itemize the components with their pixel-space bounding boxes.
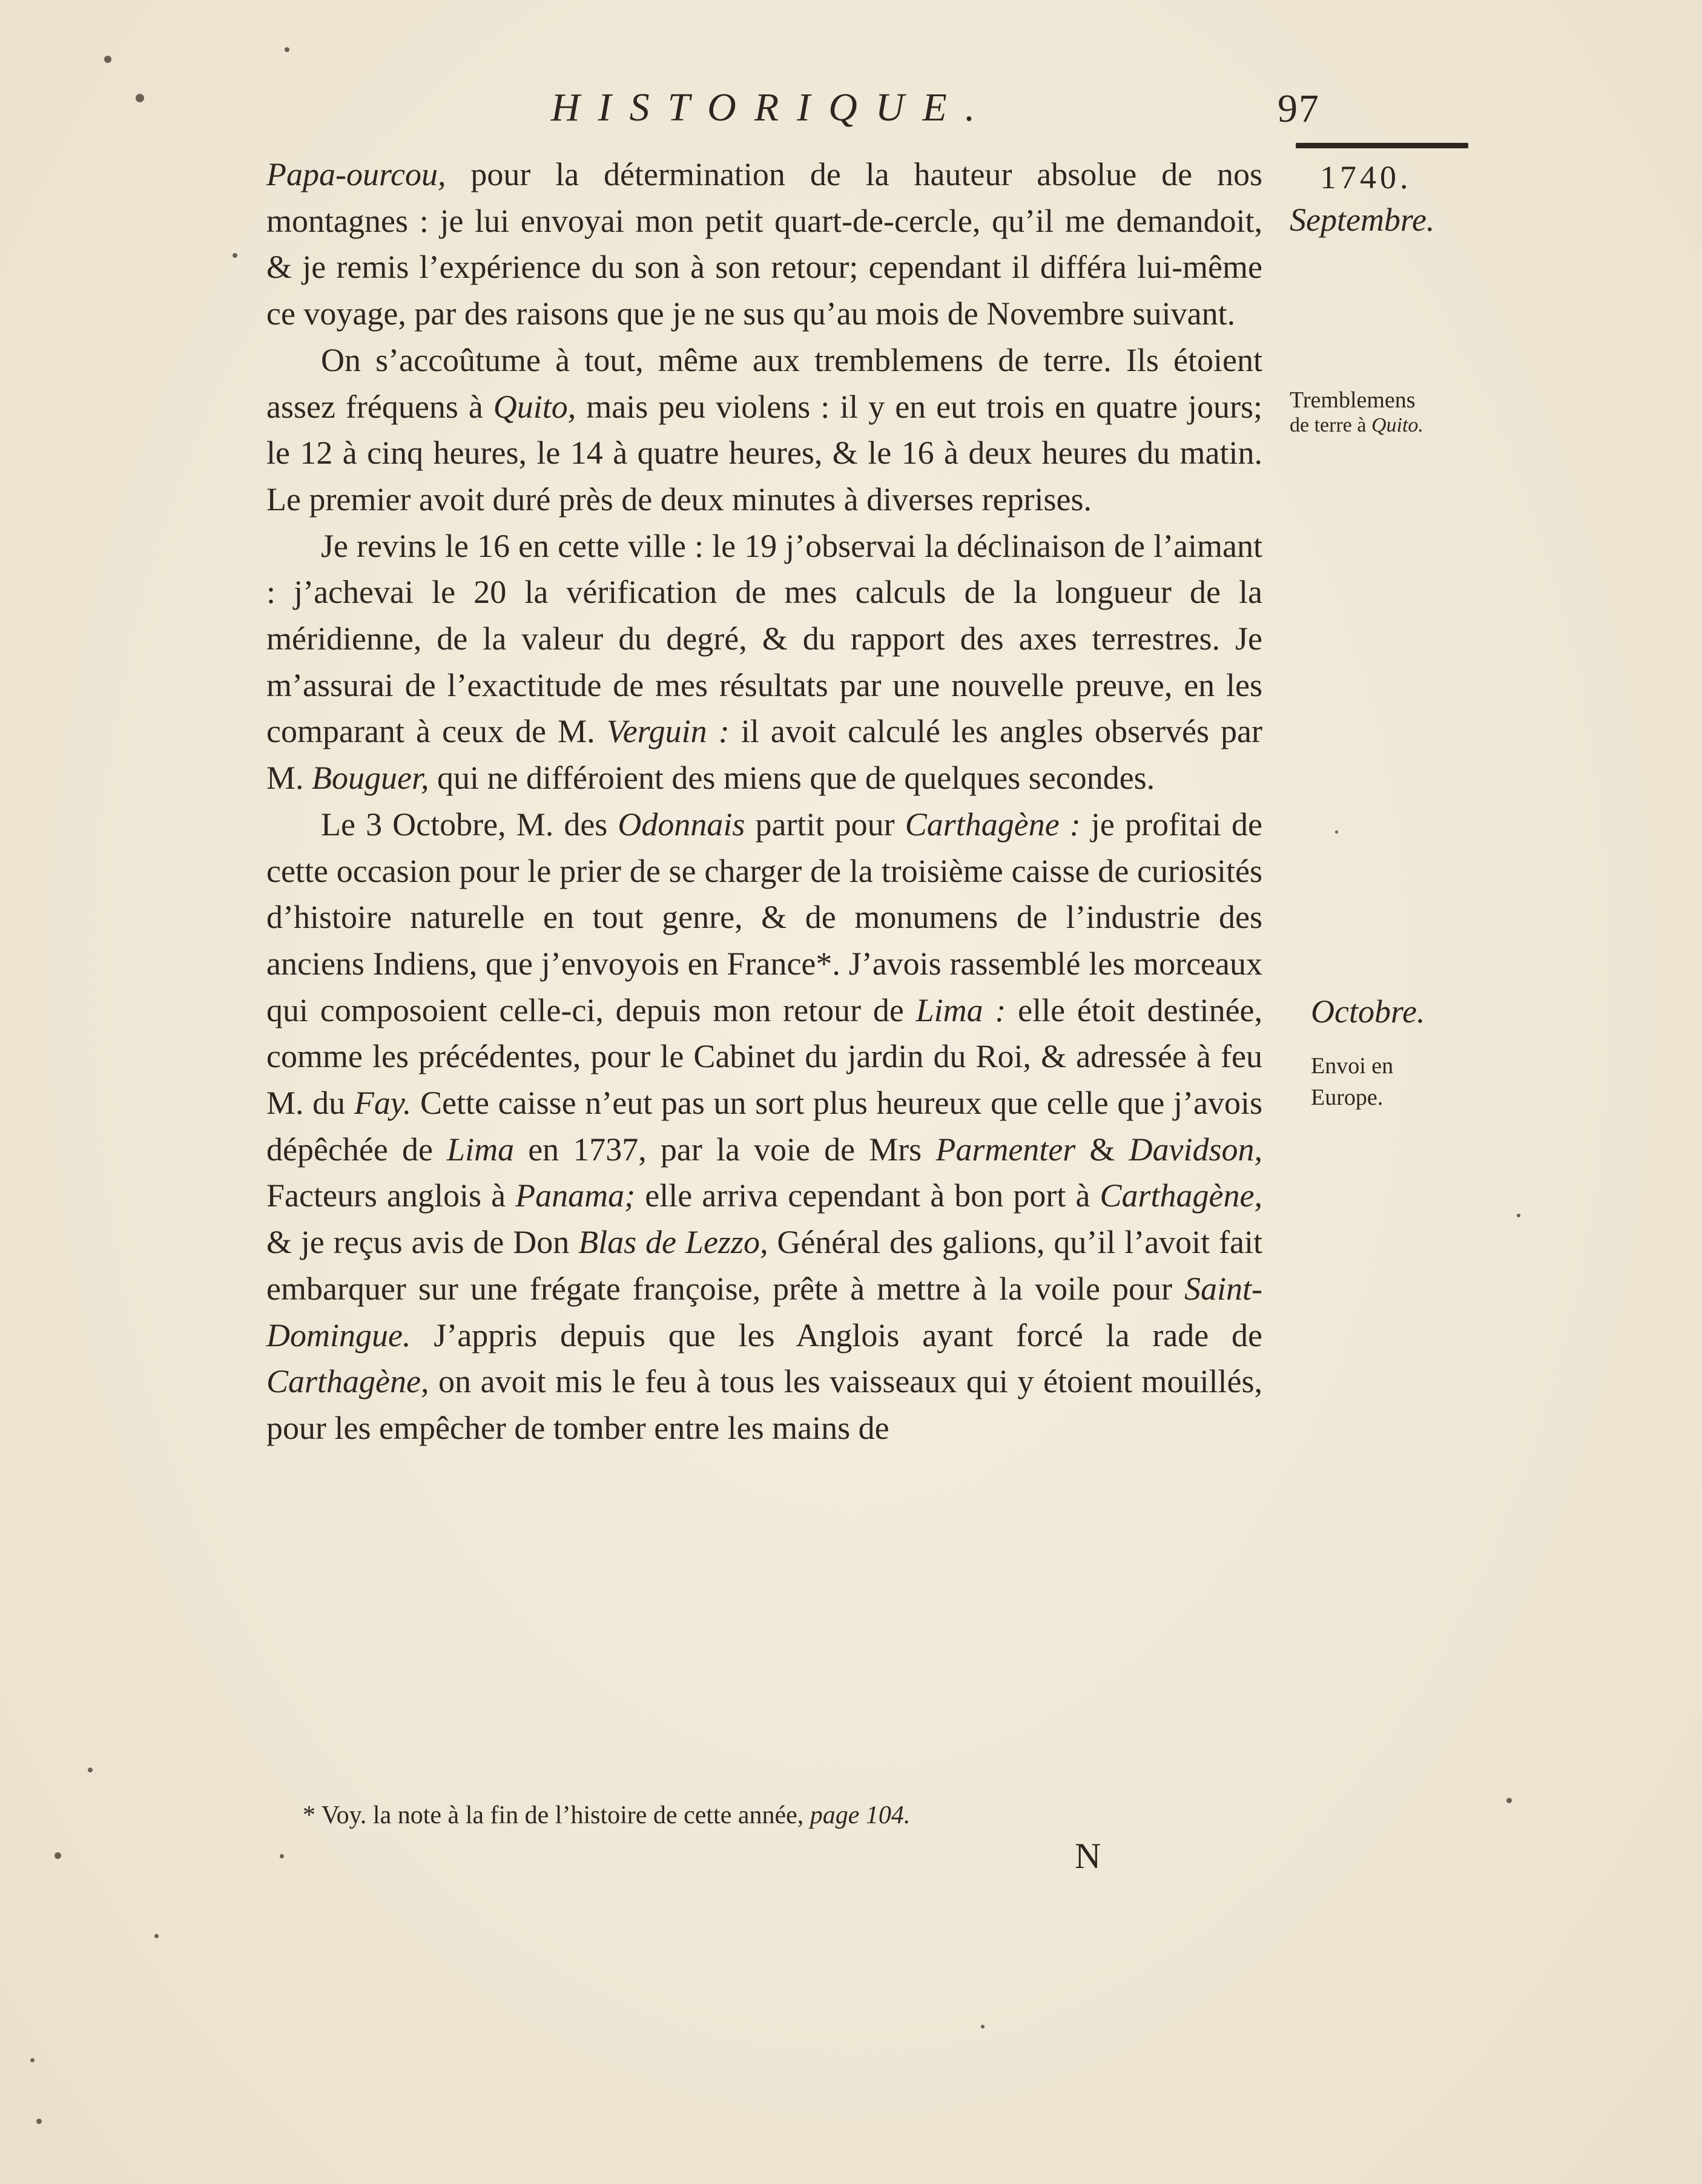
text-run: Général des galions, qu’il l’avoit fait embarquer sur une frégate françoise, prête à mettre à la voile pour <box>266 1224 1263 1307</box>
italic-place: Carthagène, <box>266 1363 429 1400</box>
footnote-text: * Voy. la note à la fin de l’histoire de cette année, <box>303 1801 810 1829</box>
paper-speck <box>104 56 111 63</box>
text-run: on avoit mis le feu à tous les vaisseaux qui y étoient mouillés, pour les empêcher de tomber entre les mains de <box>266 1363 1262 1446</box>
paper-speck <box>154 1934 159 1938</box>
paper-speck <box>1335 831 1338 834</box>
paragraph-4 <box>266 801 1262 1452</box>
paper-speck <box>88 1768 93 1772</box>
paper-speck <box>280 1854 284 1858</box>
text-run: il avoit calculé les angles observés par M. <box>266 713 1262 797</box>
text-run: & <box>1075 1131 1129 1168</box>
margin-note-line: Europe. <box>1311 1085 1384 1110</box>
margin-note-line <box>1290 413 1489 438</box>
italic-name: Bouguer, <box>312 760 429 797</box>
page-number: 97 <box>1278 87 1320 131</box>
text-run: en 1737, par la voie de Mrs <box>514 1131 936 1168</box>
text-run: On s’accoûtume à tout, même aux tremblemens de terre. Ils étoient assez fréquens à <box>266 341 1262 425</box>
margin-note-text: de terre à <box>1290 414 1371 436</box>
italic-place: Carthagène, <box>1100 1177 1262 1214</box>
margin-note-place: Quito. <box>1371 414 1423 436</box>
italic-place: Panama; <box>515 1177 636 1214</box>
paper-speck <box>30 2058 35 2062</box>
margin-note-line: Envoi en <box>1311 1053 1394 1079</box>
italic-name: Odonnais <box>618 806 745 843</box>
paper-speck <box>36 2119 42 2124</box>
text-run: Facteurs anglois à <box>266 1177 516 1214</box>
paragraph-2 <box>266 337 1262 523</box>
text-run: je profitai de cette occasion pour le prier de se charger de la troisième caisse de curiosités d’histoire naturelle en tout genre, & de monumens de l’industrie des anciens Indiens, que j’envoyois en France*. J’avois rassemblé les morceaux qui composoient celle-ci, depuis mon retour de <box>266 806 1262 1028</box>
italic-place: Lima <box>447 1131 515 1168</box>
text-run: elle arriva cependant à bon port à <box>635 1177 1100 1214</box>
footnote-page-ref: page 104. <box>810 1801 911 1829</box>
italic-name: Davidson, <box>1129 1131 1262 1168</box>
margin-month-october: Octobre. <box>1311 993 1425 1030</box>
paper-speck <box>1506 1798 1512 1803</box>
text-run: qui ne différoient des miens que de quelques secondes. <box>429 760 1155 797</box>
running-title: HISTORIQUE. <box>551 85 994 130</box>
text-run: Cette caisse n’eut pas un sort plus heureux que celle que j’avois dépêchée de <box>266 1085 1262 1168</box>
text-run: J’appris depuis que les Anglois ayant forcé la rade de <box>411 1317 1262 1353</box>
header-rule <box>1296 143 1468 148</box>
paper-speck <box>136 94 144 102</box>
signature-mark: N <box>1075 1836 1101 1876</box>
text-run: Je revins le 16 en cette ville : le 19 j’observai la déclinaison de l’aimant : j’achevai le 20 la vérification de mes calculs de la longueur de la méridienne, de la valeur du degré, & du rapport des axes terrestres. Je m’assurai de l’exactitude de mes résultats par une nouvelle preuve, en les comparant à ceux de M. <box>266 527 1262 750</box>
text-run: & je reçus avis de Don <box>266 1224 579 1261</box>
margin-note-earthquakes <box>1290 387 1489 438</box>
margin-month: Septembre. <box>1290 202 1435 238</box>
paper-speck <box>54 1852 61 1859</box>
paper-speck <box>233 253 237 258</box>
paper-speck <box>1517 1214 1520 1217</box>
italic-place: Lima : <box>915 992 1006 1028</box>
italic-name: Parmenter <box>935 1131 1076 1168</box>
footnote <box>303 1801 1211 1830</box>
italic-place: Saint-Domingue. <box>266 1270 1262 1353</box>
body-text <box>266 151 1262 1452</box>
text-run: Le 3 Octobre, M. des <box>321 806 618 843</box>
paragraph-1 <box>266 151 1262 337</box>
margin-year: 1740. <box>1320 159 1412 196</box>
text-run: elle étoit destinée, comme les précédentes, pour le Cabinet du jardin du Roi, & adressée à feu M. du <box>266 992 1262 1122</box>
paper-speck <box>981 2025 985 2028</box>
margin-note-shipment <box>1311 1050 1511 1113</box>
text-run: mais peu violens : il y en eut trois en quatre jours; le 12 à cinq heures, le 14 à quatre heures, & le 16 à deux heures du matin. Le premier avoit duré près de deux minutes à diverses reprises. <box>266 388 1262 518</box>
paragraph-3 <box>266 523 1262 801</box>
running-header <box>551 85 1320 145</box>
text-run: pour la détermination de la hauteur absolue de nos montagnes : je lui envoyai mon petit quart-de-cercle, qu’il me demandoit, & je remis l’expérience du son à son retour; cependant il différa lui-même ce voyage, par des raisons que je ne sus qu’au mois de Novembre suivant. <box>266 156 1262 332</box>
margin-note-line: Tremblemens <box>1290 387 1416 413</box>
italic-place: Papa-ourcou, <box>266 156 446 192</box>
italic-name: Verguin : <box>606 713 730 750</box>
paper-speck <box>285 47 289 52</box>
text-run: partit pour <box>745 806 905 843</box>
italic-place: Carthagène : <box>905 806 1081 843</box>
italic-place: Quito, <box>493 388 576 425</box>
italic-name: Fay. <box>354 1085 412 1122</box>
italic-name: Blas de Lezzo, <box>578 1224 768 1261</box>
